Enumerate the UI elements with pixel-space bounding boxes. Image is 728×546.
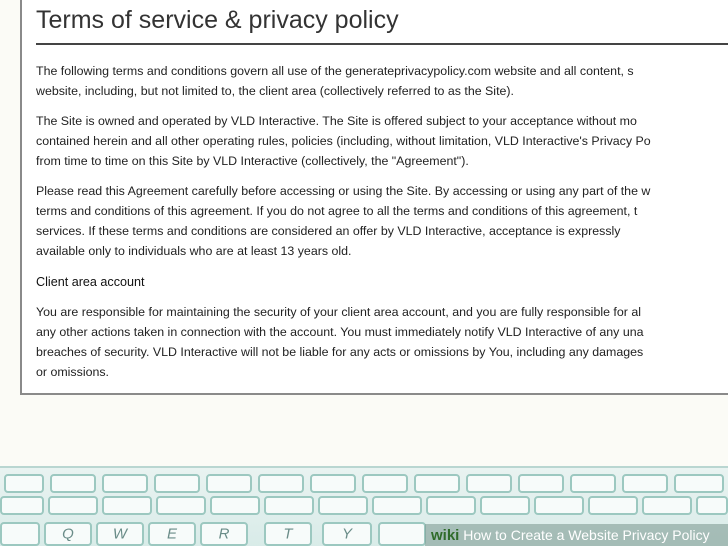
text-line: or omissions. xyxy=(36,365,109,379)
text-line: terms and conditions of this agreement. If you do not agree to all the terms and conditions of this agreement, t xyxy=(36,204,638,218)
keyboard-key xyxy=(674,474,724,493)
keyboard-key-q xyxy=(44,522,92,546)
keyboard-key xyxy=(156,496,206,515)
keyboard-key-y xyxy=(322,522,372,546)
keyboard-key xyxy=(588,496,638,515)
key-label: T xyxy=(283,525,293,543)
keyboard-key xyxy=(696,496,728,515)
keyboard-key xyxy=(102,496,152,515)
text-line: from time to time on this Site by VLD Interactive (collectively, the "Agreement"). xyxy=(36,154,469,168)
keyboard-key xyxy=(210,496,260,515)
keyboard-key xyxy=(310,474,356,493)
text-line: website, including, but not limited to, the client area (collectively referred to as the Site). xyxy=(36,84,514,98)
keyboard-key xyxy=(426,496,476,515)
keyboard-key xyxy=(466,474,512,493)
keyboard-key xyxy=(622,474,668,493)
text-line: The following terms and conditions govern all use of the generateprivacypolicy.com website and all content, s xyxy=(36,64,634,78)
section-heading: Client area account xyxy=(36,275,145,289)
key-label: Q xyxy=(62,525,74,543)
paragraph-ownership xyxy=(36,111,728,171)
text-line: The Site is owned and operated by VLD Interactive. The Site is offered subject to your acceptance without mo xyxy=(36,114,637,128)
paragraph-intro xyxy=(36,61,728,101)
keyboard-key xyxy=(0,522,40,546)
keyboard-key xyxy=(518,474,564,493)
keyboard-key xyxy=(642,496,692,515)
keyboard-key xyxy=(372,496,422,515)
text-line: any other actions taken in connection with the account. You must immediately notify VLD Interactive of any una xyxy=(36,325,644,339)
keyboard-key-t xyxy=(264,522,312,546)
keyboard-key xyxy=(48,496,98,515)
key-label: E xyxy=(166,525,178,543)
keyboard-key xyxy=(480,496,530,515)
text-line: contained herein and all other operating rules, policies (including, without limitation, VLD Interactive's Privacy Po xyxy=(36,134,651,148)
keyboard-key-e xyxy=(148,522,196,546)
watermark xyxy=(425,524,728,546)
keyboard-key xyxy=(102,474,148,493)
paragraph-account xyxy=(36,302,728,382)
title-divider xyxy=(36,43,728,45)
key-label: W xyxy=(112,525,128,543)
keyboard-key-w xyxy=(96,522,144,546)
keyboard-key xyxy=(362,474,408,493)
key-label: Y xyxy=(341,525,353,543)
keyboard-key xyxy=(0,496,44,515)
keyboard-key xyxy=(4,474,44,493)
text-line: You are responsible for maintaining the security of your client area account, and you are fully responsible for al xyxy=(36,305,641,319)
watermark-brand: wiki xyxy=(431,527,460,544)
keyboard-key xyxy=(414,474,460,493)
keyboard-key xyxy=(258,474,304,493)
key-label: R xyxy=(218,525,230,543)
document-page xyxy=(20,0,728,395)
text-line: breaches of security. VLD Interactive will not be liable for any acts or omissions by You, including any damages xyxy=(36,345,644,359)
paragraph-agreement xyxy=(36,181,728,261)
watermark-text: How to Create a Website Privacy Policy xyxy=(463,527,710,543)
keyboard-key xyxy=(570,474,616,493)
keyboard-key xyxy=(264,496,314,515)
keyboard-key xyxy=(534,496,584,515)
keyboard-key xyxy=(50,474,96,493)
keyboard-key-r xyxy=(200,522,248,546)
keyboard-key xyxy=(378,522,426,546)
keyboard-key xyxy=(154,474,200,493)
keyboard-key xyxy=(318,496,368,515)
text-line: services. If these terms and conditions are considered an offer by VLD Interactive, acceptance is expressly xyxy=(36,224,621,238)
text-line: Please read this Agreement carefully before accessing or using the Site. By accessing or using any part of the w xyxy=(36,184,651,198)
keyboard-key xyxy=(206,474,252,493)
page-title: Terms of service & privacy policy xyxy=(36,6,399,34)
text-line: available only to individuals who are at least 13 years old. xyxy=(36,244,352,258)
